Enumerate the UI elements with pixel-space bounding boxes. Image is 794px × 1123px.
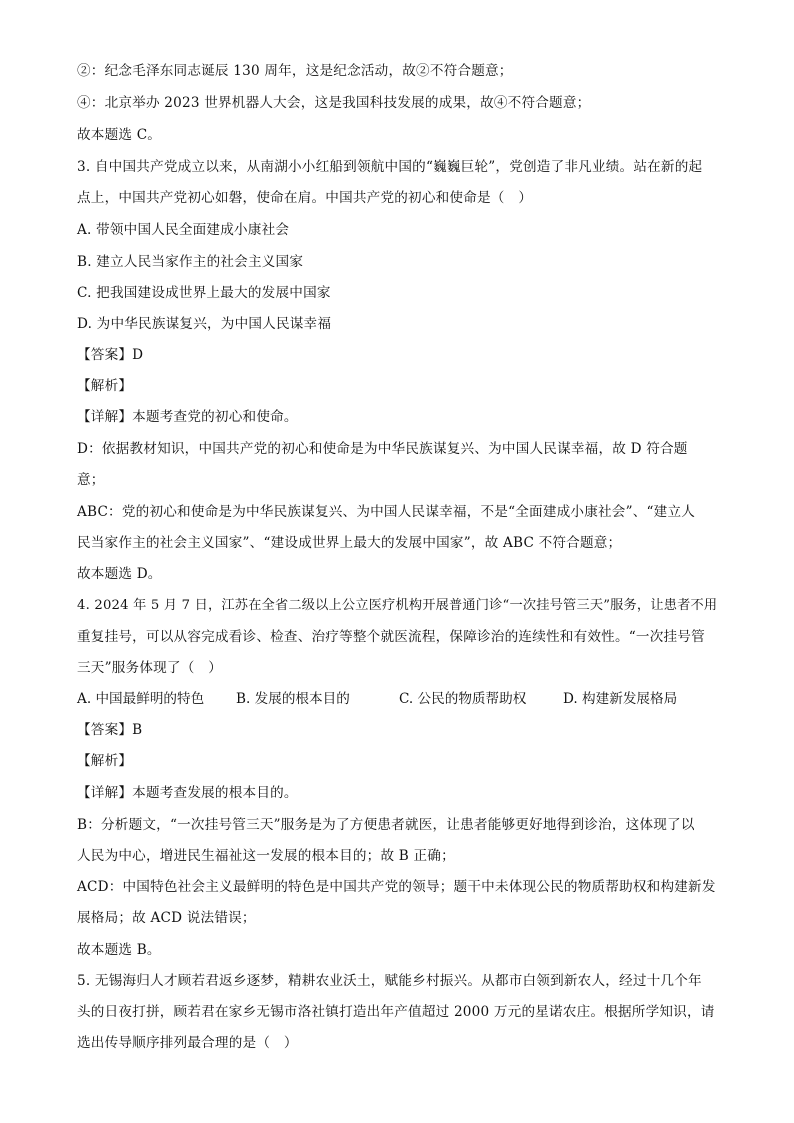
question-3-stem: 点上，中国共产党初心如磐，使命在肩。中国共产党的初心和使命是（ ） bbox=[77, 190, 533, 206]
text-line: 故本题选 D。 bbox=[77, 566, 162, 582]
text-line: 意； bbox=[77, 472, 105, 488]
question-4-stem: 重复挂号，可以从容完成看诊、检查、治疗等整个就医流程，保障诊治的连续性和有效性。“一次挂号管 bbox=[77, 629, 705, 645]
question-4-option-d: D. 构建新发展格局 bbox=[563, 691, 678, 707]
question-5-stem: 头的日夜打拼，顾若君在家乡无锡市洛社镇打造出年产值超过 2000 万元的星诺农庄。根据所学知识，请 bbox=[77, 1004, 715, 1020]
analysis-label: 【解析】 bbox=[77, 753, 133, 769]
text-line: 故本题选 C。 bbox=[77, 127, 162, 143]
question-4-option-b: B. 发展的根本目的 bbox=[236, 691, 350, 707]
question-4-stem: 4. 2024 年 5 月 7 日，江苏在全省二级以上公立医疗机构开展普通门诊“一次挂号管三天”服务，让患者不用 bbox=[77, 598, 718, 613]
question-3-stem: 3. 自中国共产党成立以来，从南湖小小红船到领航中国的“巍巍巨轮”，党创造了非凡业绩。站在新的起 bbox=[77, 159, 703, 175]
question-3-option-a: A. 带领中国人民全面建成小康社会 bbox=[77, 222, 290, 238]
text-line: B：分析题文，“一次挂号管三天”服务是为了方便患者就医，让患者能够更好地得到诊治，这体现了以 bbox=[77, 817, 695, 833]
question-5-stem: 5. 无锡海归人才顾若君返乡逐梦，精耕农业沃土，赋能乡村振兴。从都市白领到新农人，经过十几个年 bbox=[77, 973, 702, 989]
text-line: ②：纪念毛泽东同志诞辰 130 周年，这是纪念活动，故②不符合题意； bbox=[77, 63, 513, 79]
text-line: 故本题选 B。 bbox=[77, 942, 161, 958]
text-line: 人民为中心，增进民生福祉这一发展的根本目的；故 B 正确； bbox=[77, 848, 455, 864]
text-line: 民当家作主的社会主义国家”、“建设成世界上最大的发展中国家”，故 ABC 不符合题意； bbox=[77, 535, 622, 551]
question-3-option-d: D. 为中华民族谋复兴，为中国人民谋幸福 bbox=[77, 316, 332, 332]
answer-label: 【答案】B bbox=[77, 722, 143, 738]
text-line: ACD：中国特色社会主义最鲜明的特色是中国共产党的领导；题干中未体现公民的物质帮助权和构建新发 bbox=[77, 879, 716, 895]
question-5-stem: 选出传导顺序排列最合理的是（ ） bbox=[77, 1035, 298, 1051]
answer-label: 【答案】D bbox=[77, 347, 144, 363]
text-line: ABC：党的初心和使命是为中华民族谋复兴、为中国人民谋幸福，不是“全面建成小康社会”、“建立人 bbox=[77, 504, 696, 520]
detail-line: 【详解】本题考查发展的根本目的。 bbox=[77, 785, 298, 801]
question-3-option-c: C. 把我国建设成世界上最大的发展中国家 bbox=[77, 285, 331, 301]
analysis-label: 【解析】 bbox=[77, 378, 133, 394]
text-line: ④：北京举办 2023 世界机器人大会，这是我国科技发展的成果，故④不符合题意； bbox=[77, 95, 591, 111]
text-line: 展格局；故 ACD 说法错误； bbox=[77, 910, 256, 926]
question-3-option-b: B. 建立人民当家作主的社会主义国家 bbox=[77, 254, 304, 270]
question-4-option-a: A. 中国最鲜明的特色 bbox=[77, 691, 205, 707]
question-4-stem: 三天”服务体现了（ ） bbox=[77, 660, 223, 676]
question-4-option-c: C. 公民的物质帮助权 bbox=[399, 691, 527, 707]
detail-line: 【详解】本题考查党的初心和使命。 bbox=[77, 409, 298, 425]
text-line: D：依据教材知识，中国共产党的初心和使命是为中华民族谋复兴、为中国人民谋幸福，故 D 符合题 bbox=[77, 441, 688, 457]
